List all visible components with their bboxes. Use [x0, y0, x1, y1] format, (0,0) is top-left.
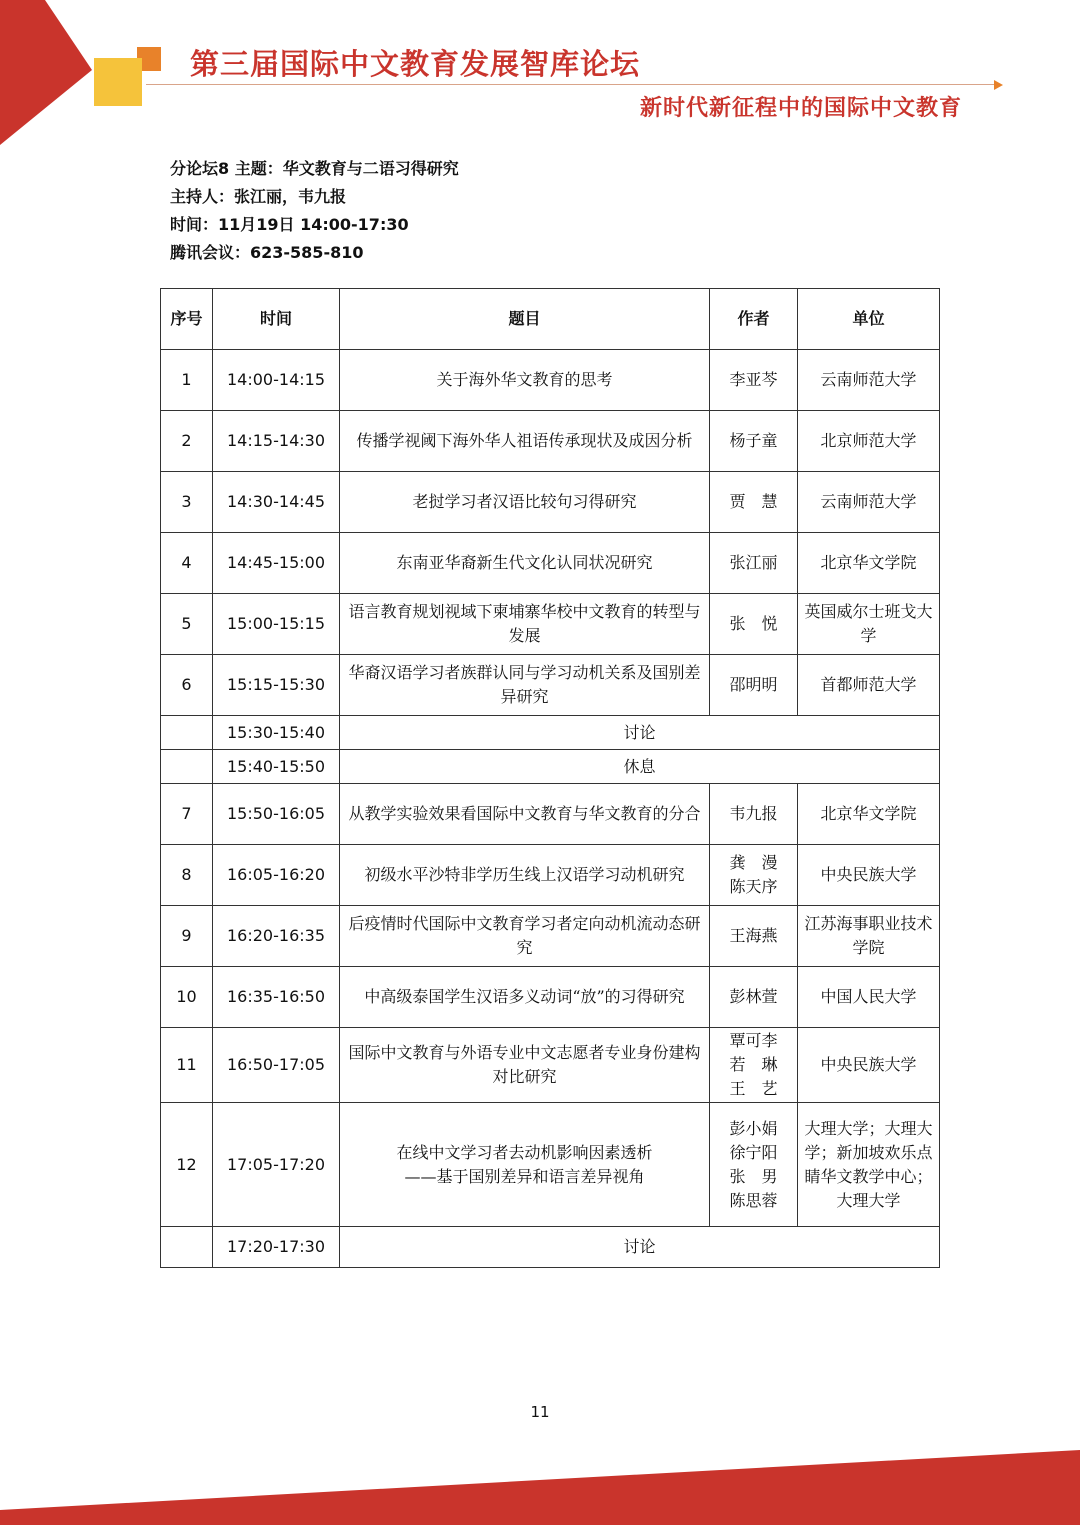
row-unit: 英国威尔士班戈大学 — [798, 594, 940, 655]
row-session-label: 讨论 — [340, 1227, 940, 1268]
row-num: 10 — [161, 967, 213, 1028]
row-title: 语言教育规划视域下柬埔寨华校中文教育的转型与发展 — [340, 594, 710, 655]
forum-hosts: 主持人：张江丽，韦九报 — [170, 187, 347, 206]
table-row-break — [161, 1227, 940, 1268]
table-row — [161, 411, 940, 472]
forum-topic: 分论坛8 主题：华文教育与二语习得研究 — [170, 159, 459, 178]
row-time: 16:05-16:20 — [213, 845, 340, 906]
row-session-label: 讨论 — [340, 716, 940, 750]
row-num: 8 — [161, 845, 213, 906]
header-subtitle: 新时代新征程中的国际中文教育 — [640, 95, 963, 121]
row-unit: 北京华文学院 — [798, 784, 940, 845]
header-time: 时间 — [213, 289, 340, 350]
row-unit: 云南师范大学 — [798, 472, 940, 533]
header-divider — [146, 84, 996, 85]
row-title: 从教学实验效果看国际中文教育与华文教育的分合 — [340, 784, 710, 845]
header-title: 题目 — [340, 289, 710, 350]
row-author: 王海燕 — [710, 906, 798, 967]
header-num: 序号 — [161, 289, 213, 350]
row-num — [161, 750, 213, 784]
row-unit: 中央民族大学 — [798, 1028, 940, 1103]
row-author: 张 悦 — [710, 594, 798, 655]
yellow-square-decoration — [94, 58, 142, 106]
footer-band-decoration — [0, 1450, 1080, 1525]
row-title: 国际中文教育与外语专业中文志愿者专业身份建构对比研究 — [340, 1028, 710, 1103]
row-num: 11 — [161, 1028, 213, 1103]
header-unit: 单位 — [798, 289, 940, 350]
row-num: 1 — [161, 350, 213, 411]
table-row-break — [161, 716, 940, 750]
row-time: 16:35-16:50 — [213, 967, 340, 1028]
row-author: 覃可李 若 琳 王 艺 — [710, 1028, 798, 1103]
row-title-line2: ——基于国别差异和语言差异视角 — [404, 1166, 645, 1186]
row-unit: 江苏海事职业技术学院 — [798, 906, 940, 967]
row-title: 华裔汉语学习者族群认同与学习动机关系及国别差异研究 — [340, 655, 710, 716]
row-time: 15:30-15:40 — [213, 716, 340, 750]
row-time: 14:45-15:00 — [213, 533, 340, 594]
row-num — [161, 1227, 213, 1268]
row-unit: 云南师范大学 — [798, 350, 940, 411]
forum-meeting-id: 腾讯会议：623-585-810 — [170, 243, 364, 262]
row-author: 杨子童 — [710, 411, 798, 472]
row-unit: 北京华文学院 — [798, 533, 940, 594]
table-row — [161, 906, 940, 967]
row-num: 3 — [161, 472, 213, 533]
row-unit: 首都师范大学 — [798, 655, 940, 716]
header-title: 第三届国际中文教育发展智库论坛 — [190, 47, 641, 81]
row-num: 12 — [161, 1103, 213, 1227]
row-time: 16:20-16:35 — [213, 906, 340, 967]
header-arrow-icon — [994, 80, 1003, 90]
schedule-table — [160, 288, 940, 1268]
row-time: 15:15-15:30 — [213, 655, 340, 716]
row-time: 15:40-15:50 — [213, 750, 340, 784]
row-author: 彭林萱 — [710, 967, 798, 1028]
row-title-line1: 在线中文学习者去动机影响因素透析 — [396, 1142, 653, 1162]
row-num: 6 — [161, 655, 213, 716]
table-row — [161, 350, 940, 411]
table-row — [161, 533, 940, 594]
row-num: 5 — [161, 594, 213, 655]
row-num: 7 — [161, 784, 213, 845]
table-row-break — [161, 750, 940, 784]
row-unit: 大理大学；大理大学；新加坡欢乐点睛华文教学中心；大理大学 — [798, 1103, 940, 1227]
page-number: 11 — [530, 1403, 550, 1421]
row-num: 9 — [161, 906, 213, 967]
row-unit: 中国人民大学 — [798, 967, 940, 1028]
row-author: 彭小娟 徐宁阳 张 男 陈思蓉 — [710, 1103, 798, 1227]
row-title: 老挝学习者汉语比较句习得研究 — [340, 472, 710, 533]
row-title — [340, 1103, 710, 1227]
table-row — [161, 784, 940, 845]
row-unit: 北京师范大学 — [798, 411, 940, 472]
row-title: 关于海外华文教育的思考 — [340, 350, 710, 411]
corner-triangle-decoration — [0, 0, 100, 150]
row-title: 初级水平沙特非学历生线上汉语学习动机研究 — [340, 845, 710, 906]
row-time: 14:15-14:30 — [213, 411, 340, 472]
row-time: 15:50-16:05 — [213, 784, 340, 845]
row-author: 龚 漫 陈天序 — [710, 845, 798, 906]
header-author: 作者 — [710, 289, 798, 350]
table-row — [161, 655, 940, 716]
row-title: 东南亚华裔新生代文化认同状况研究 — [340, 533, 710, 594]
row-title: 中高级泰国学生汉语多义动词“放”的习得研究 — [340, 967, 710, 1028]
row-time: 17:05-17:20 — [213, 1103, 340, 1227]
row-session-label: 休息 — [340, 750, 940, 784]
forum-info — [170, 155, 459, 267]
row-title: 后疫情时代国际中文教育学习者定向动机流动态研究 — [340, 906, 710, 967]
table-row — [161, 845, 940, 906]
row-time: 14:00-14:15 — [213, 350, 340, 411]
row-title: 传播学视阈下海外华人祖语传承现状及成因分析 — [340, 411, 710, 472]
forum-time: 时间：11月19日 14:00-17:30 — [170, 215, 409, 234]
row-author: 李亚芩 — [710, 350, 798, 411]
row-time: 14:30-14:45 — [213, 472, 340, 533]
row-num — [161, 716, 213, 750]
table-row — [161, 1103, 940, 1227]
row-num: 2 — [161, 411, 213, 472]
row-time: 15:00-15:15 — [213, 594, 340, 655]
table-header-row — [161, 289, 940, 350]
table-row — [161, 594, 940, 655]
table-row — [161, 967, 940, 1028]
row-num: 4 — [161, 533, 213, 594]
table-row — [161, 1028, 940, 1103]
row-time: 16:50-17:05 — [213, 1028, 340, 1103]
row-unit: 中央民族大学 — [798, 845, 940, 906]
row-time: 17:20-17:30 — [213, 1227, 340, 1268]
table-row — [161, 472, 940, 533]
row-author: 张江丽 — [710, 533, 798, 594]
row-author: 邵明明 — [710, 655, 798, 716]
row-author: 韦九报 — [710, 784, 798, 845]
row-author: 贾 慧 — [710, 472, 798, 533]
